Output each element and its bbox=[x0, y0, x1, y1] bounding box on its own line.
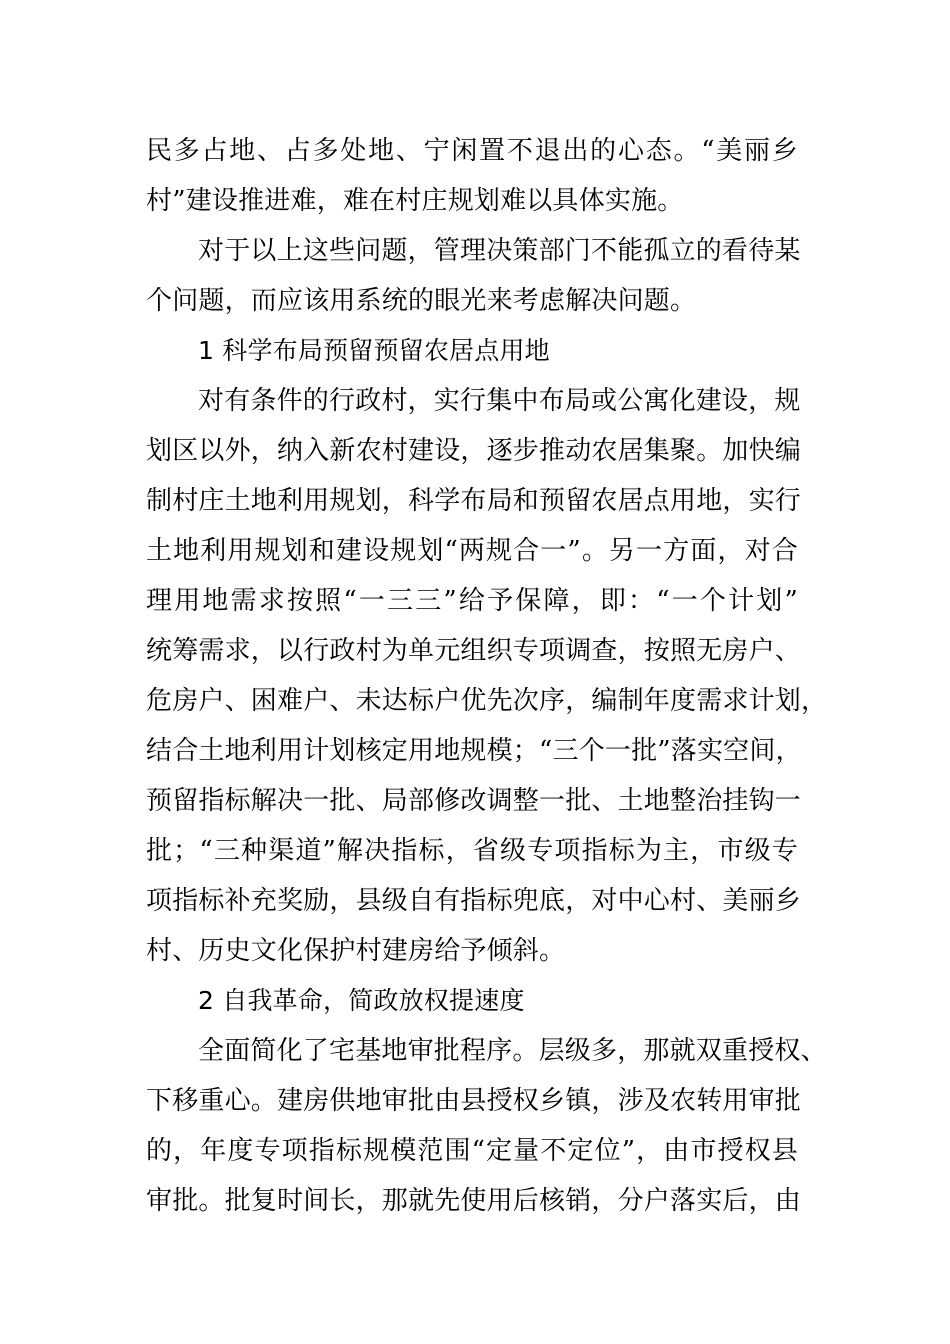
section-heading: 2 自我革命，简政放权提速度 bbox=[198, 986, 525, 1015]
text-line: 制村庄土地利用规划，科学布局和预留农居点用地，实行 bbox=[146, 486, 802, 516]
text-line: 土地利用规划和建设规划“两规合一”。另一方面，对合 bbox=[146, 536, 798, 566]
text-line: 对有条件的行政村，实行集中布局或公寓化建设，规 bbox=[198, 386, 801, 416]
text-line: 个问题，而应该用系统的眼光来考虑解决问题。 bbox=[146, 286, 697, 316]
text-line: 项指标补充奖励，县级自有指标兜底，对中心村、美丽乡 bbox=[146, 886, 802, 916]
text-line: 审批。批复时间长，那就先使用后核销，分户落实后，由 bbox=[146, 1186, 802, 1216]
text-line: 统筹需求，以行政村为单元组织专项调查，按照无房户、 bbox=[146, 636, 802, 666]
text-line: 危房户、困难户、未达标户优先次序，编制年度需求计划， bbox=[146, 686, 828, 716]
text-line: 村”建设推进难，难在村庄规划难以具体实施。 bbox=[146, 186, 684, 216]
text-line: 划区以外，纳入新农村建设，逐步推动农居集聚。加快编 bbox=[146, 436, 802, 466]
section-heading: 1 科学布局预留预留农居点用地 bbox=[198, 336, 550, 365]
text-line: 全面简化了宅基地审批程序。层级多，那就双重授权、 bbox=[198, 1036, 827, 1066]
text-line: 对于以上这些问题，管理决策部门不能孤立的看待某 bbox=[198, 236, 801, 266]
document-page bbox=[146, 126, 828, 1226]
text-line: 村、历史文化保护村建房给予倾斜。 bbox=[146, 936, 566, 966]
text-line: 预留指标解决一批、局部修改调整一批、土地整治挂钩一 bbox=[146, 786, 802, 816]
text-line: 批；“三种渠道”解决指标，省级专项指标为主，市级专 bbox=[146, 836, 798, 866]
text-line: 下移重心。建房供地审批由县授权乡镇，涉及农转用审批 bbox=[146, 1086, 802, 1116]
text-line: 理用地需求按照“一三三”给予保障，即：“一个计划” bbox=[146, 586, 798, 616]
text-line: 结合土地利用计划核定用地规模；“三个一批”落实空间， bbox=[146, 736, 802, 766]
text-line: 民多占地、占多处地、宁闲置不退出的心态。“美丽乡 bbox=[146, 136, 798, 166]
text-line: 的，年度专项指标规模范围“定量不定位”，由市授权县 bbox=[146, 1136, 798, 1166]
